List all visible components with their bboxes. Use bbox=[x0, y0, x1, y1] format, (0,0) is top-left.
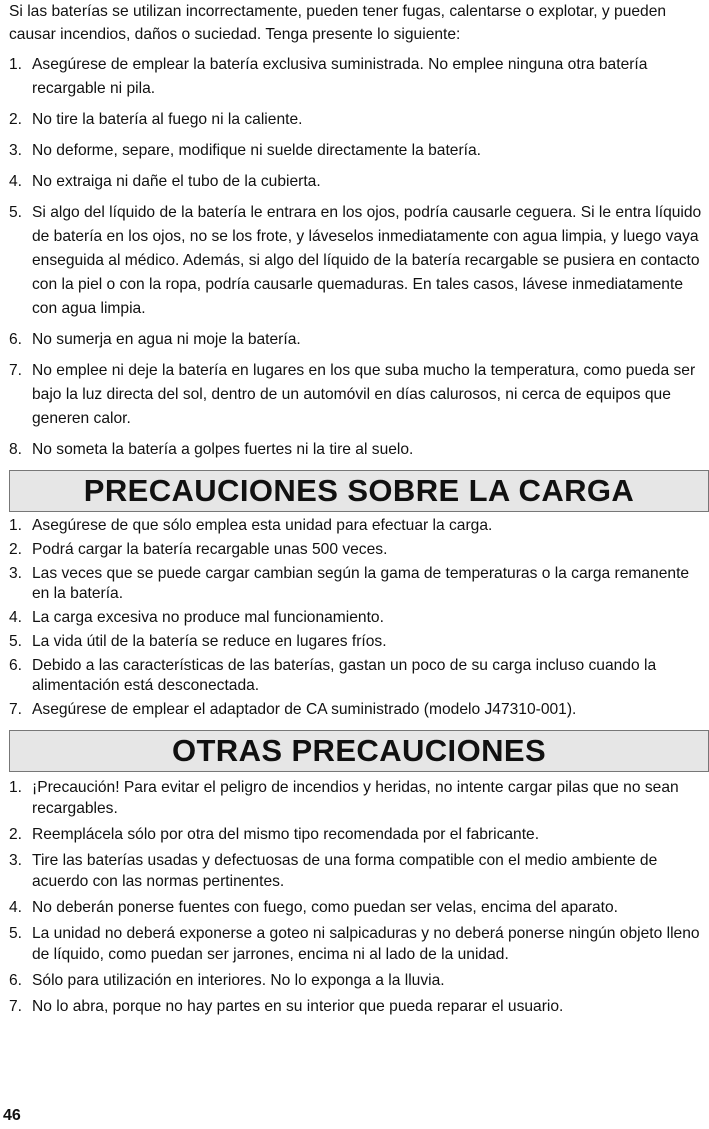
list-item bbox=[9, 632, 708, 652]
list-item bbox=[9, 53, 708, 101]
item-text: No lo abra, porque no hay partes en su interior que pueda reparar el usuario. bbox=[32, 998, 564, 1015]
item-text: ¡Precaución! Para evitar el peligro de incendios y heridas, no intente cargar pilas que no sean recargables. bbox=[32, 779, 679, 817]
list-item bbox=[9, 656, 708, 696]
list-item bbox=[9, 897, 708, 918]
item-number: 1. bbox=[9, 56, 23, 73]
charging-precautions-list bbox=[9, 516, 708, 720]
item-text: Podrá cargar la batería recargable unas 500 veces. bbox=[32, 541, 388, 558]
list-item bbox=[9, 850, 708, 892]
list-item bbox=[9, 923, 708, 965]
item-number: 6. bbox=[9, 972, 23, 989]
item-number: 1. bbox=[9, 779, 23, 796]
item-text: No deberán ponerse fuentes con fuego, como puedan ser velas, encima del aparato. bbox=[32, 899, 619, 916]
item-number: 2. bbox=[9, 111, 23, 128]
list-item bbox=[9, 996, 708, 1017]
item-number: 5. bbox=[9, 633, 23, 650]
item-text: Asegúrese de emplear la batería exclusiva suministrada. No emplee ninguna otra batería recargable ni pila. bbox=[32, 56, 648, 97]
page-number: 46 bbox=[3, 1107, 21, 1124]
item-text: No someta la batería a golpes fuertes ni la tire al suelo. bbox=[32, 441, 414, 458]
item-text: Sólo para utilización en interiores. No lo exponga a la lluvia. bbox=[32, 972, 445, 989]
item-text: Asegúrese de emplear el adaptador de CA suministrado (modelo J47310-001). bbox=[32, 701, 577, 718]
list-item bbox=[9, 970, 708, 991]
item-number: 6. bbox=[9, 331, 23, 348]
item-number: 4. bbox=[9, 899, 23, 916]
list-item bbox=[9, 777, 708, 819]
item-text: La carga excesiva no produce mal funcionamiento. bbox=[32, 609, 384, 626]
item-number: 2. bbox=[9, 541, 23, 558]
manual-page bbox=[9, 0, 708, 1017]
item-number: 1. bbox=[9, 517, 23, 534]
list-item bbox=[9, 139, 708, 163]
section-heading-other: OTRAS PRECAUCIONES bbox=[9, 730, 709, 772]
list-item bbox=[9, 700, 708, 720]
item-number: 4. bbox=[9, 609, 23, 626]
item-number: 3. bbox=[9, 852, 23, 869]
item-number: 6. bbox=[9, 657, 23, 674]
list-item bbox=[9, 608, 708, 628]
other-precautions-list bbox=[9, 777, 708, 1017]
item-text: Tire las baterías usadas y defectuosas de una forma compatible con el medio ambiente de acuerdo con las normas pertinentes. bbox=[32, 852, 658, 890]
item-number: 5. bbox=[9, 204, 23, 221]
list-item bbox=[9, 540, 708, 560]
item-text: Reemplácela sólo por otra del mismo tipo recomendada por el fabricante. bbox=[32, 826, 540, 843]
item-text: Las veces que se puede cargar cambian según la gama de temperaturas o la carga remanente en la batería. bbox=[32, 565, 690, 602]
item-number: 2. bbox=[9, 826, 23, 843]
item-number: 3. bbox=[9, 142, 23, 159]
list-item bbox=[9, 564, 708, 604]
intro-paragraph: Si las baterías se utilizan incorrectamente, pueden tener fugas, calentarse o explotar, y pueden causar incendios, daños o suciedad. Tenga presente lo siguiente: bbox=[9, 3, 667, 43]
item-text: Debido a las características de las baterías, gastan un poco de su carga incluso cuando la alimentación está desconectada. bbox=[32, 657, 657, 694]
item-number: 5. bbox=[9, 925, 23, 942]
section-heading-charging: PRECAUCIONES SOBRE LA CARGA bbox=[9, 470, 709, 512]
battery-precautions-list bbox=[9, 53, 708, 462]
item-text: Si algo del líquido de la batería le entrara en los ojos, podría causarle ceguera. Si le entra líquido de batería en los ojos, no se los frote, y láveselos inmediatamente con agua limpia, y luego vaya enseguida al médico. Además, si algo del líquido de la batería recargable se pusiera en contacto con la piel o con la ropa, podría causarle quemaduras. En tales casos, lávese inmediatamente con agua limpia. bbox=[32, 204, 702, 317]
item-number: 3. bbox=[9, 565, 23, 582]
item-number: 4. bbox=[9, 173, 23, 190]
item-text: La unidad no deberá exponerse a goteo ni salpicaduras y no deberá ponerse ningún objeto lleno de líquido, como puedan ser jarrones, encima ni al lado de la unidad. bbox=[32, 925, 700, 963]
item-number: 8. bbox=[9, 441, 23, 458]
item-text: Asegúrese de que sólo emplea esta unidad para efectuar la carga. bbox=[32, 517, 493, 534]
item-text: No extraiga ni dañe el tubo de la cubierta. bbox=[32, 173, 321, 190]
item-text: No tire la batería al fuego ni la caliente. bbox=[32, 111, 303, 128]
item-text: No sumerja en agua ni moje la batería. bbox=[32, 331, 301, 348]
list-item bbox=[9, 824, 708, 845]
item-text: No emplee ni deje la batería en lugares en los que suba mucho la temperatura, como pueda ser bajo la luz directa del sol, dentro de un automóvil en días calurosos, ni cerca de equipos que generen calor. bbox=[32, 362, 696, 427]
list-item bbox=[9, 516, 708, 536]
list-item bbox=[9, 201, 708, 321]
list-item bbox=[9, 328, 708, 352]
item-text: La vida útil de la batería se reduce en lugares fríos. bbox=[32, 633, 387, 650]
item-number: 7. bbox=[9, 998, 23, 1015]
list-item bbox=[9, 170, 708, 194]
item-text: No deforme, separe, modifique ni suelde directamente la batería. bbox=[32, 142, 482, 159]
list-item bbox=[9, 438, 708, 462]
item-number: 7. bbox=[9, 362, 23, 379]
list-item bbox=[9, 108, 708, 132]
item-number: 7. bbox=[9, 701, 23, 718]
list-item bbox=[9, 359, 708, 431]
